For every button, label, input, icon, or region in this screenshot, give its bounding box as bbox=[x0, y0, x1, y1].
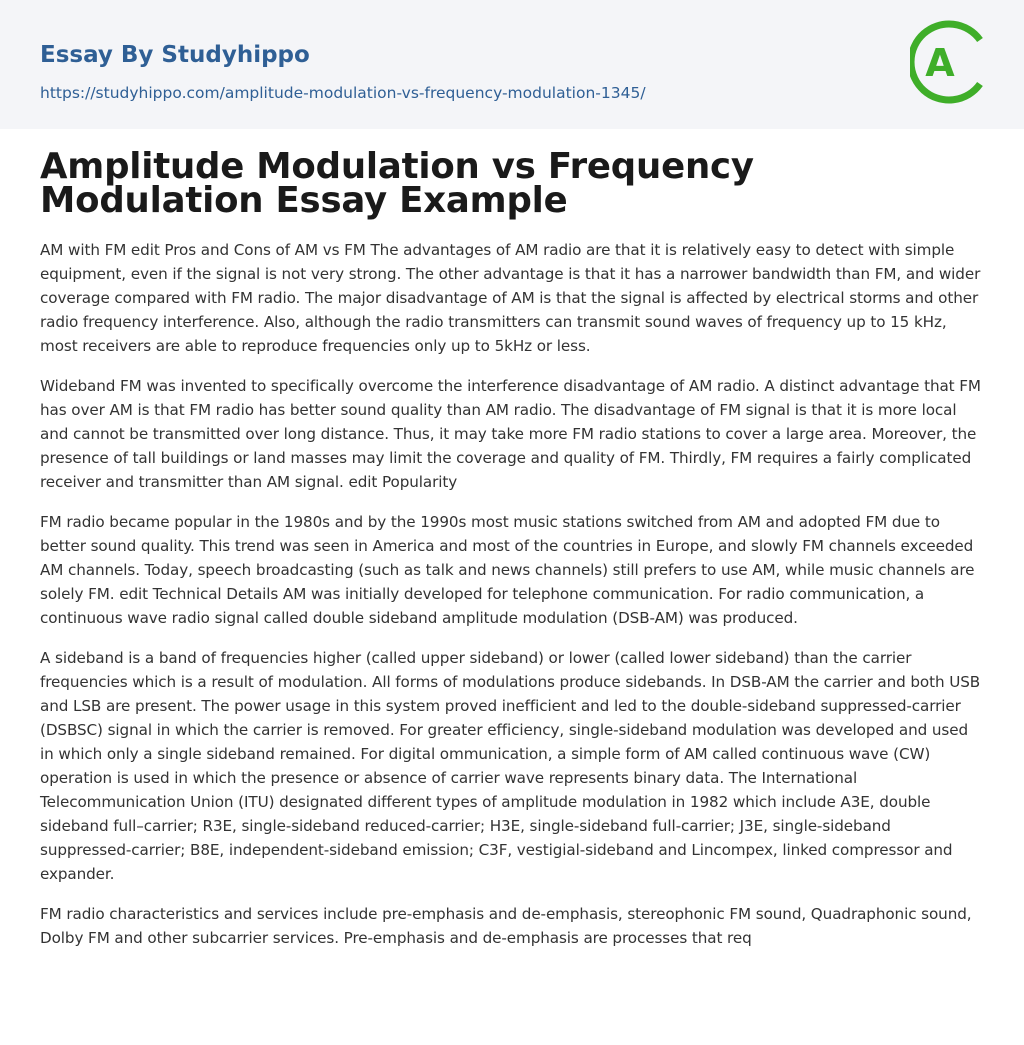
paragraph-4: A sideband is a band of frequencies higher (called upper sideband) or lower (called lower sideband) than the carrier frequencies which is a result of modulation. All forms of modulations produce sidebands. In DSB-AM the carrier and both USB and LSB are present. The power usage in this system proved inefficient and led to the double-sideband suppressed-carrier (DSBSC) signal in which the carrier is removed. For greater efficiency, single-sideband modulation was developed and used in which only a single sideband remained. For digital ommunication, a simple form of AM called continuous wave (CW) operation is used in which the presence or absence of carrier wave represents binary data. The International Telecommunication Union (ITU) designated different types of amplitude modulation in 1982 which include A3E, double sideband full–carrier; R3E, single-sideband reduced-carrier; H3E, single-sideband full-carrier; J3E, single-sideband suppressed-carrier; B8E, independent-sideband emission; C3F, vestigial-sideband and Lincompex, linked compressor and expander. bbox=[40, 649, 981, 883]
studyhippo-logo-icon[interactable] bbox=[910, 18, 988, 106]
site-header bbox=[0, 0, 1024, 129]
brand-title[interactable]: Essay By Studyhippo bbox=[40, 42, 310, 68]
paragraph-3: FM radio became popular in the 1980s and by the 1990s most music stations switched from AM and adopted FM due to better sound quality. This trend was seen in America and most of the countries in Europe, and slowly FM channels exceeded AM channels. Today, speech broadcasting (such as talk and news channels) still prefers to use AM, while music channels are solely FM. edit Technical Details AM was initially developed for telephone communication. For radio communication, a continuous wave radio signal called double sideband amplitude modulation (DSB-AM) was produced. bbox=[40, 513, 975, 627]
article bbox=[40, 146, 984, 966]
paragraph-2: Wideband FM was invented to specifically overcome the interference disadvantage of AM radio. A distinct advantage that FM has over AM is that FM radio has better sound quality than AM radio. The disadvantage of FM signal is that it is more local and cannot be transmitted over long distance. Thus, it may take more FM radio stations to cover a large area. Moreover, the presence of tall buildings or land masses may limit the coverage and quality of FM. Thirdly, FM requires a fairly complicated receiver and transmitter than AM signal. edit Popularity bbox=[40, 377, 981, 491]
paragraph-1: AM with FM edit Pros and Cons of AM vs FM The advantages of AM radio are that it is relatively easy to detect with simple equipment, even if the signal is not very strong. The other advantage is that it has a narrower bandwidth than FM, and wider coverage compared with FM radio. The major disadvantage of AM is that the signal is affected by electrical storms and other radio frequency interference. Also, although the radio transmitters can transmit sound waves of frequency up to 15 kHz, most receivers are able to reproduce frequencies only up to 5kHz or less. bbox=[40, 241, 981, 355]
paragraph-5: FM radio characteristics and services include pre-emphasis and de-emphasis, stereophonic FM sound, Quadraphonic sound, Dolby FM and other subcarrier services. Pre-emphasis and de-emphasis are processes that req bbox=[40, 905, 972, 947]
source-url-link[interactable]: https://studyhippo.com/amplitude-modulation-vs-frequency-modulation-1345/ bbox=[40, 84, 646, 102]
logo-letter: A bbox=[925, 41, 955, 85]
page-title: Amplitude Modulation vs Frequency Modulation Essay Example bbox=[40, 146, 754, 221]
